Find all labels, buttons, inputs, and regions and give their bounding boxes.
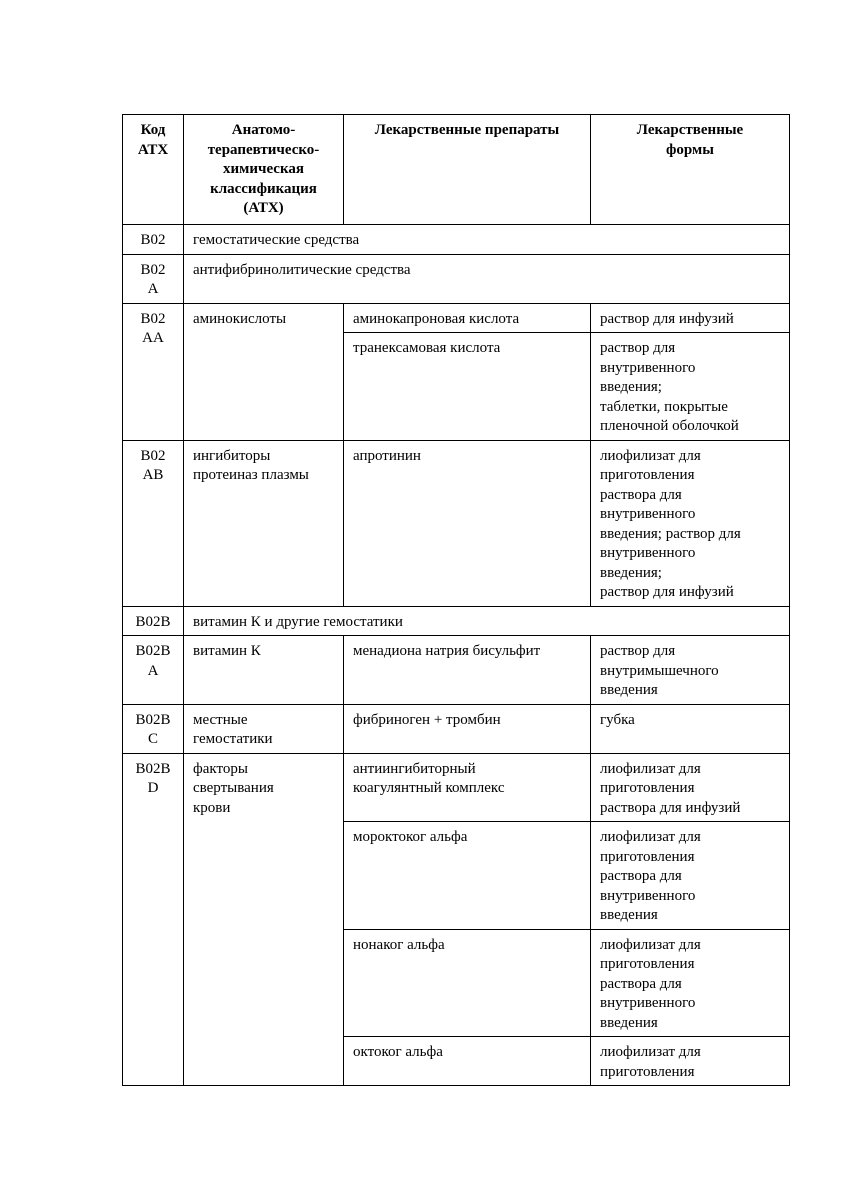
dosage-form-cell: лиофилизат для приготовления раствора для инфузий — [591, 753, 790, 822]
dosage-form-cell: раствор для внутримышечного введения — [591, 636, 790, 705]
classification-cell: факторы свертывания крови — [184, 753, 344, 1086]
drug-name-cell: транексамовая кислота — [344, 333, 591, 441]
table-row — [123, 636, 790, 705]
table-row — [123, 303, 790, 333]
drug-name-cell: мороктоког альфа — [344, 822, 591, 930]
drug-name-cell: октоког альфа — [344, 1037, 591, 1086]
atx-code-cell: В02В D — [123, 753, 184, 1086]
header-drugs: Лекарственные препараты — [344, 115, 591, 225]
atx-code-cell: В02В А — [123, 636, 184, 705]
header-dosage-forms: Лекарственные формы — [591, 115, 790, 225]
classification-cell: витамин К и другие гемостатики — [184, 606, 790, 636]
classification-cell: аминокислоты — [184, 303, 344, 440]
dosage-form-cell: лиофилизат для приготовления раствора для внутривенного введения; раствор для внутривенного введения; раствор для инфузий — [591, 440, 790, 606]
atx-code-cell: В02В — [123, 606, 184, 636]
dosage-form-cell: раствор для внутривенного введения; таблетки, покрытые пленочной оболочкой — [591, 333, 790, 441]
table-header-row — [123, 115, 790, 225]
drug-name-cell: антиингибиторный коагулянтный комплекс — [344, 753, 591, 822]
table-row — [123, 254, 790, 303]
dosage-form-cell: лиофилизат для приготовления — [591, 1037, 790, 1086]
table-row — [123, 753, 790, 822]
atx-code-cell: В02 АВ — [123, 440, 184, 606]
atx-table — [122, 114, 790, 1086]
drug-name-cell: нонаког альфа — [344, 929, 591, 1037]
atx-code-cell: В02 А — [123, 254, 184, 303]
table-row — [123, 704, 790, 753]
table-row — [123, 225, 790, 255]
atx-code-cell: В02В С — [123, 704, 184, 753]
table-row — [123, 606, 790, 636]
classification-cell: ингибиторы протеиназ плазмы — [184, 440, 344, 606]
drug-name-cell: фибриноген + тромбин — [344, 704, 591, 753]
dosage-form-cell: раствор для инфузий — [591, 303, 790, 333]
header-atx-classification: Анатомо- терапевтическо- химическая классификация (АТХ) — [184, 115, 344, 225]
table-row — [123, 440, 790, 606]
atx-code-cell: В02 — [123, 225, 184, 255]
dosage-form-cell: лиофилизат для приготовления раствора для внутривенного введения — [591, 929, 790, 1037]
classification-cell: гемостатические средства — [184, 225, 790, 255]
drug-name-cell: менадиона натрия бисульфит — [344, 636, 591, 705]
classification-cell: местные гемостатики — [184, 704, 344, 753]
dosage-form-cell: лиофилизат для приготовления раствора для внутривенного введения — [591, 822, 790, 930]
atx-code-cell: В02 АА — [123, 303, 184, 440]
header-atx-code: Код АТХ — [123, 115, 184, 225]
drug-name-cell: апротинин — [344, 440, 591, 606]
classification-cell: антифибринолитические средства — [184, 254, 790, 303]
classification-cell: витамин К — [184, 636, 344, 705]
drug-name-cell: аминокапроновая кислота — [344, 303, 591, 333]
dosage-form-cell: губка — [591, 704, 790, 753]
